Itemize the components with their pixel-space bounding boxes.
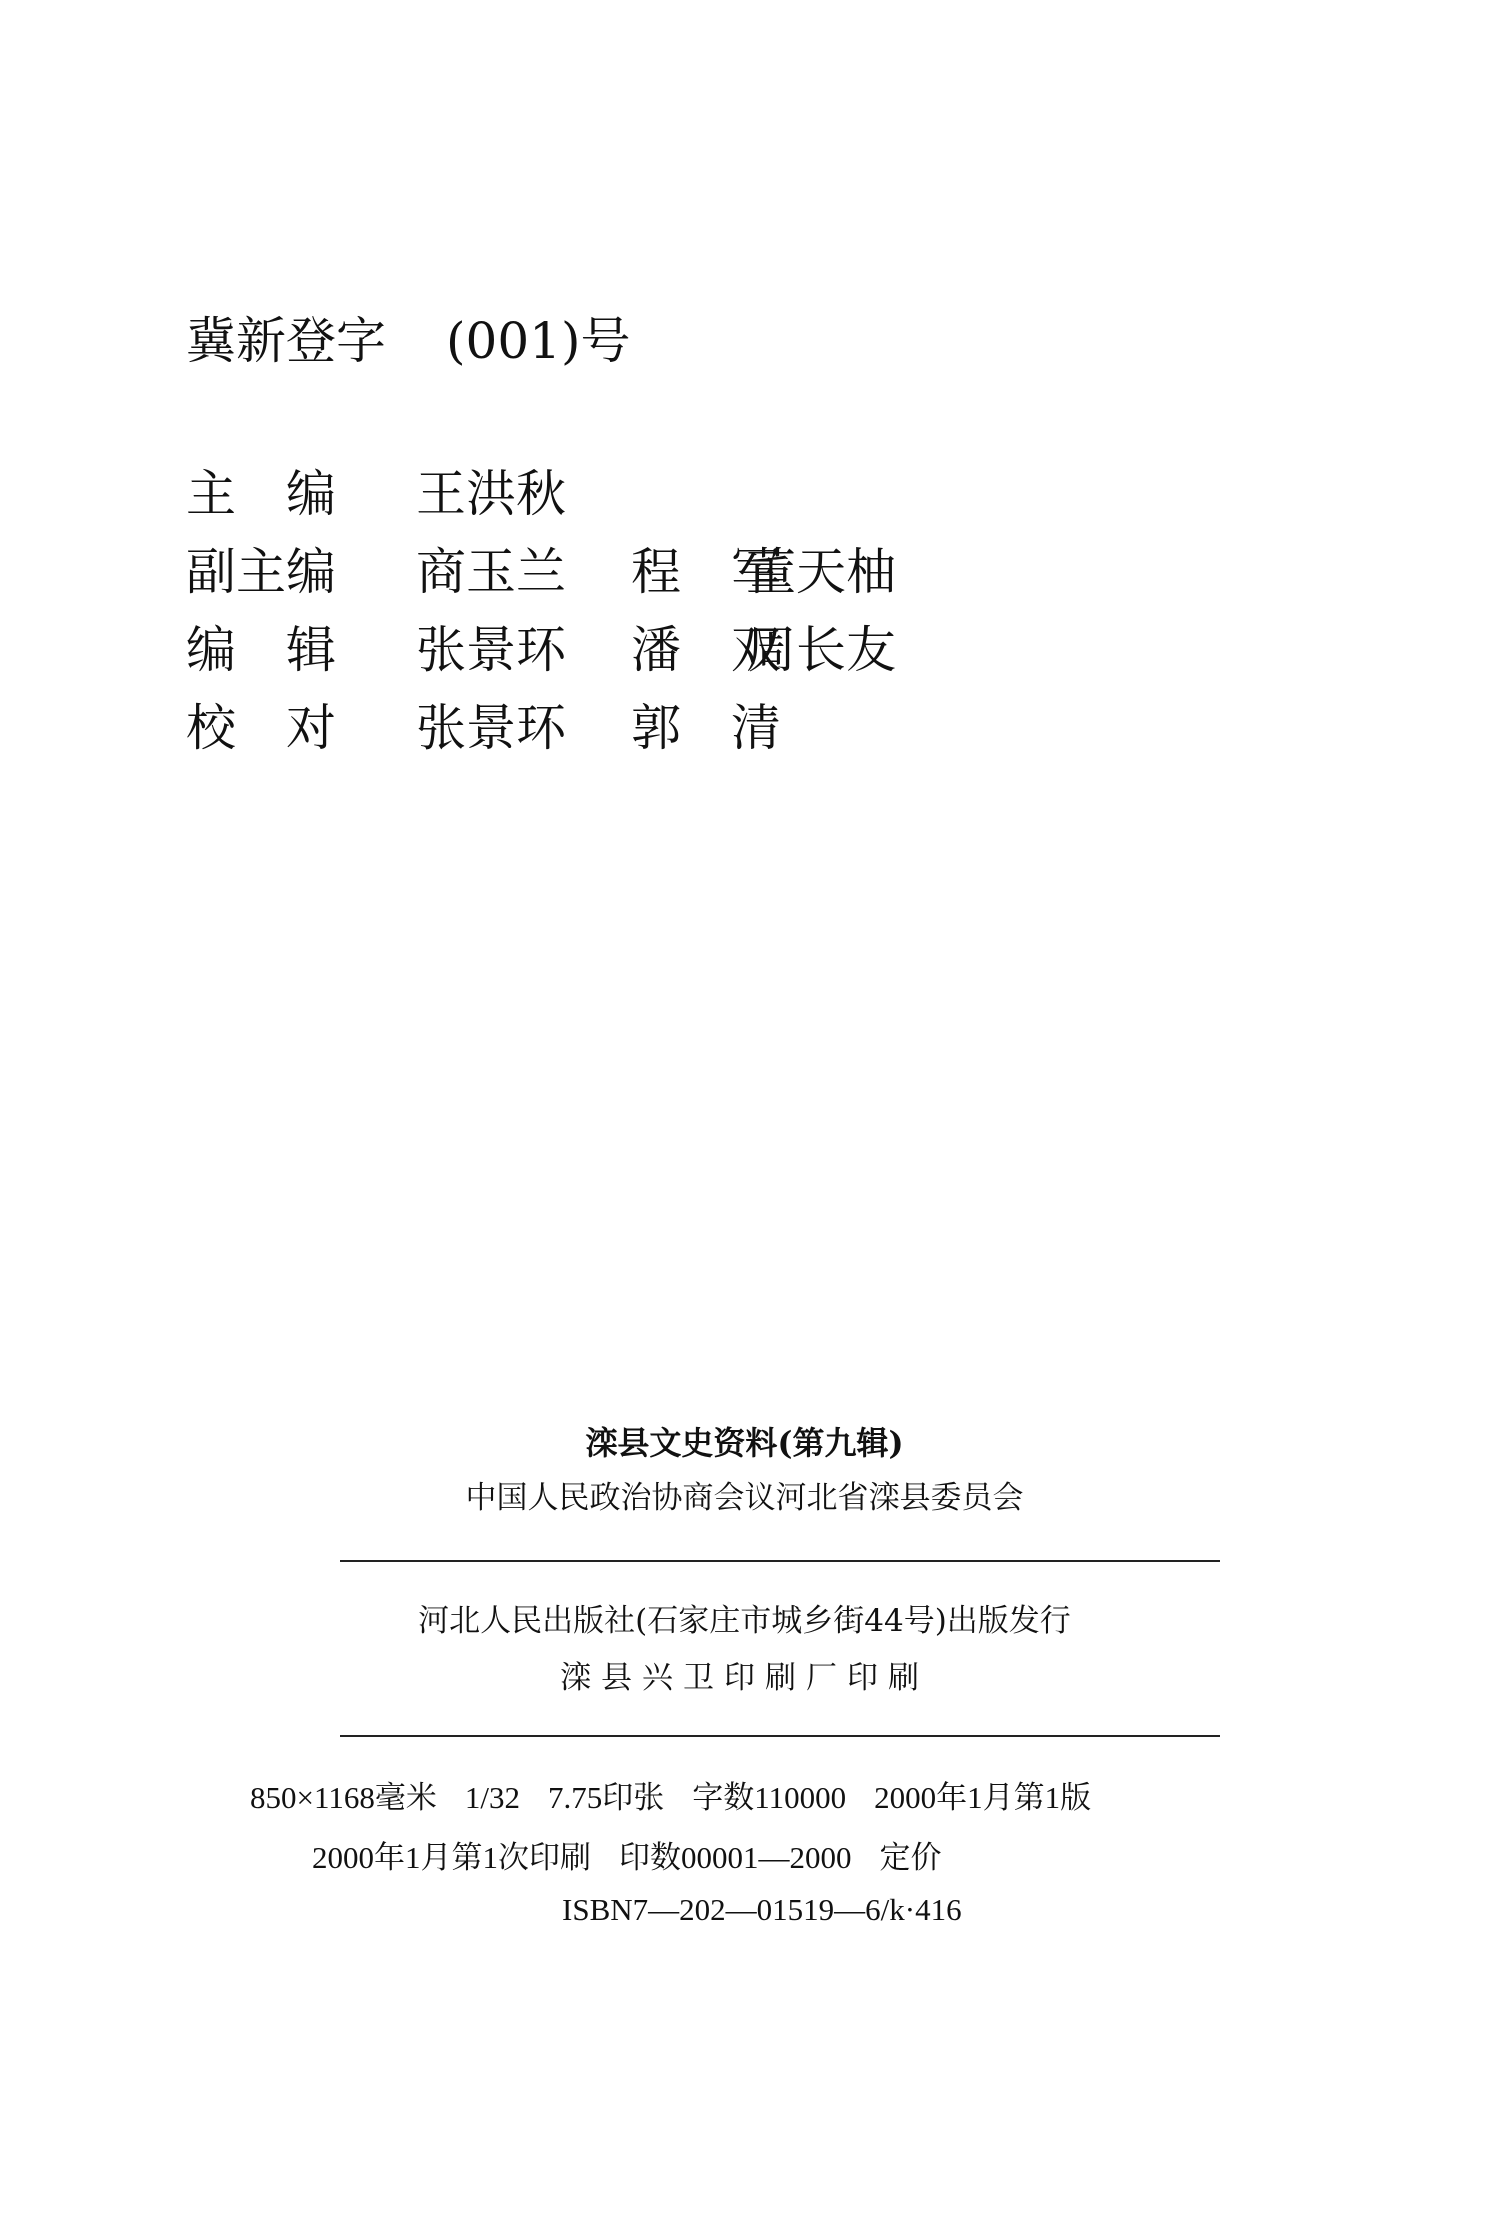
registration-line — [186, 306, 630, 376]
organization: 中国人民政治协商会议河北省滦县委员会 — [465, 1480, 1024, 1516]
spec-item: 1/32 — [464, 1780, 520, 1815]
credit-name: 程 军 — [631, 543, 781, 601]
credit-names — [416, 533, 896, 611]
spec-item: 2000年1月第1版 — [874, 1780, 1092, 1815]
credit-role: 编 辑 — [186, 621, 336, 679]
spec-item: 2000年1月第1次印刷 — [312, 1840, 591, 1875]
credit-name: 董天柚 — [746, 543, 896, 601]
credit-name: 郭 清 — [631, 699, 781, 757]
specs-line-1 — [250, 1772, 1119, 1817]
spec-item: 印数00001—2000 — [619, 1840, 852, 1875]
isbn: ISBN7—202—01519—6/k·416 — [562, 1892, 962, 1927]
spec-item: 定价 — [879, 1840, 942, 1875]
printer-line: 滦县兴卫印刷厂印刷 — [560, 1660, 929, 1696]
credit-name: 王洪秋 — [416, 465, 566, 523]
spec-item: 850×1168毫米 — [250, 1780, 437, 1815]
book-title: 滦县文史资料(第九辑) — [585, 1424, 904, 1462]
specs-line-2 — [312, 1832, 970, 1877]
credit-name: 张景环 — [416, 621, 566, 679]
credit-name: 商玉兰 — [416, 543, 566, 601]
registration-number: (001)号 — [446, 312, 631, 370]
credit-name: 周长友 — [746, 621, 896, 679]
credit-name: 潘 双 — [631, 621, 781, 679]
credit-names — [416, 611, 896, 689]
spec-item: 字数110000 — [692, 1780, 847, 1815]
credit-names — [416, 455, 631, 533]
divider — [340, 1735, 1220, 1737]
credit-role: 校 对 — [186, 699, 336, 757]
credit-name: 张景环 — [416, 699, 566, 757]
credit-role: 主 编 — [186, 465, 336, 523]
registration-prefix: 冀新登字 — [186, 312, 386, 370]
credit-names — [416, 689, 781, 767]
credit-role: 副主编 — [186, 543, 336, 601]
divider — [340, 1560, 1220, 1562]
spec-item: 7.75印张 — [547, 1780, 665, 1815]
publisher-line: 河北人民出版社(石家庄市城乡街44号)出版发行 — [418, 1603, 1071, 1639]
